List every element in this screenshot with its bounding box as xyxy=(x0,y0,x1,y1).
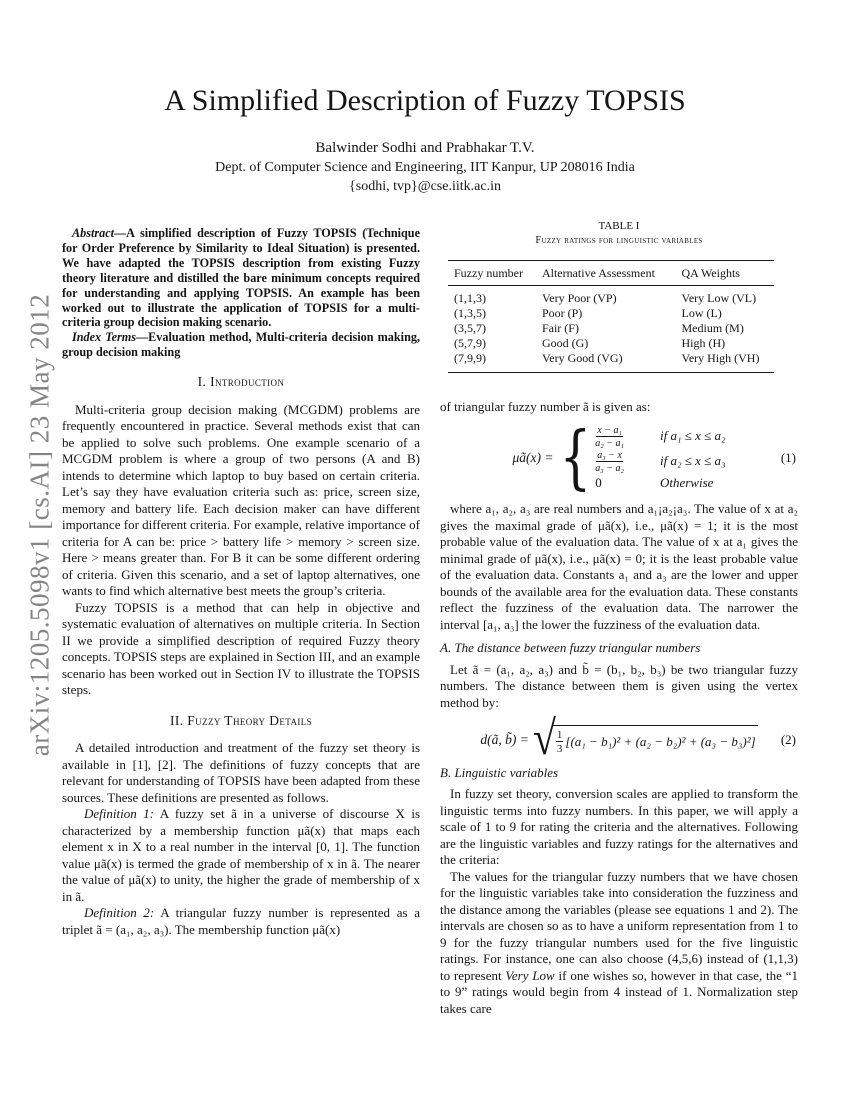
paper-authors: Balwinder Sodhi and Prabhakar T.V. xyxy=(315,140,535,156)
table-cell: (7,9,9) xyxy=(454,351,486,365)
subsection-a-heading: A. The distance between fuzzy triangular numbers xyxy=(440,640,701,655)
abstract-text: —A simplified description of Fuzzy TOPSIS (Technique for Order Preference by Similarity to Ideal Situation) is presented. We have adapted the TOPSIS description from existing Fuzzy theory literature and distilled the bare minimum concepts required for understanding and applying TOPSIS. An example has been worked out to illustrate the application of TOPSIS for a multi-criteria group decision making scenario. xyxy=(62,226,420,330)
paper-affiliation: Dept. of Computer Science and Engineering, IIT Kanpur, UP 208016 India xyxy=(215,160,635,175)
table1-caption-title: Fuzzy ratings for linguistic variables xyxy=(535,235,703,246)
table-row xyxy=(448,321,774,336)
table-cell: Poor (P) xyxy=(541,306,583,320)
table-header-qa-weights: QA Weights xyxy=(675,261,774,286)
index-terms-text: —Evaluation method, Multi-criteria decision making, group decision making xyxy=(62,330,420,360)
equation-1-lhs: μã(x) = xyxy=(512,449,554,465)
case-2-fraction xyxy=(595,450,624,474)
definition-1-paragraph xyxy=(62,806,420,905)
table-cell: (3,5,7) xyxy=(454,321,486,335)
equation-1 xyxy=(440,417,798,498)
case-2-denominator: a₃ − a₂ xyxy=(595,462,624,474)
membership-intro-line: of triangular fuzzy number ã is given as: xyxy=(440,399,651,414)
equation-2-radicand xyxy=(553,725,758,755)
table-header-alternative-assessment: Alternative Assessment xyxy=(536,261,676,286)
table-cell: Medium (M) xyxy=(681,321,744,335)
linguistic-paragraph-2-text-b: if one wishes so, however in that case, the “1 to 9” ratings would begin from 4 instead of 1. Normalization step takes care xyxy=(440,967,798,1016)
table-cell: (5,7,9) xyxy=(454,336,486,350)
square-root-sign: √ xyxy=(532,712,556,766)
paper-title: A Simplified Description of Fuzzy TOPSIS xyxy=(164,84,686,117)
section-heading-fuzzy-theory: II. Fuzzy Theory Details xyxy=(169,712,313,728)
linguistic-paragraph-2 xyxy=(440,869,798,1018)
subsection-b-heading: B. Linguistic variables xyxy=(440,764,559,780)
abstract-paragraph xyxy=(62,226,420,330)
index-terms-paragraph xyxy=(62,330,420,360)
case-1-denominator: a₂ − a₁ xyxy=(595,437,624,449)
definition-2-text: A triangular fuzzy number is represented as a triplet ã = (a₁, a₂, a₃). The membership function μã(x) xyxy=(62,905,421,937)
equation-2-expression: [(a₁ − b₁)² + (a₂ − b₂)² + (a₃ − b₃)²] xyxy=(565,733,756,749)
table-cell: Low (L) xyxy=(681,306,722,320)
case-1-condition: if a₁ ≤ x ≤ a₂ xyxy=(659,428,726,444)
paper-header xyxy=(0,84,850,195)
table-row xyxy=(448,286,774,307)
equation-2 xyxy=(440,712,798,766)
table-cell: High (H) xyxy=(681,336,726,350)
table-cell: Very Good (VG) xyxy=(541,351,623,365)
linguistic-paragraph-2-text-a: The values for the triangular fuzzy numbers that we have chosen for the linguistic variables take into consideration the fuzziness and the distance among the variables (please see equations 1 and 2). The intervals are chosen so as to have a uniform representation from 1 to 9 for the fuzzy triangular numbers used for the five linguistic ratings. For instance, one can also choose (4,5,6) instead of (1,1,3) to represent xyxy=(440,868,798,983)
table-row xyxy=(448,306,774,321)
left-column xyxy=(62,226,420,938)
abstract-lead: Abstract xyxy=(72,226,114,240)
cases-brace: { xyxy=(559,417,592,498)
fraction-denominator: 3 xyxy=(556,742,563,755)
equation-2-lhs: d(ã, b̃) = xyxy=(480,731,529,747)
equation-2-number: (2) xyxy=(780,731,796,747)
paper-email: {sodhi, tvp}@cse.iitk.ac.in xyxy=(349,179,501,194)
distance-paragraph: Let ã = (a₁, a₂, a₃) and b̃ = (b₁, b₂, b₃) be two triangular fuzzy numbers. The distance between them is given using the vertex method by: xyxy=(440,661,798,710)
table1-caption-number: TABLE I xyxy=(598,220,640,232)
section-heading-introduction: I. Introduction xyxy=(197,374,285,390)
table-cell: Very High (VH) xyxy=(681,351,760,365)
intro-paragraph-2: Fuzzy TOPSIS is a method that can help in objective and systematic evaluation of alternatives on multiple criteria. In Section II we provide a simplified description of required Fuzzy theory concepts. TOPSIS steps are explained in Section III, and an example scenario has been worked out in Section IV to illustrate the TOPSIS steps. xyxy=(62,599,420,698)
table-header-fuzzy-number: Fuzzy number xyxy=(448,261,536,286)
table-cell: Fair (F) xyxy=(541,321,579,335)
right-column xyxy=(440,220,798,1017)
table-header-row xyxy=(448,261,774,286)
case-2-condition: if a₂ ≤ x ≤ a₃ xyxy=(659,453,726,469)
index-terms-lead: Index Terms xyxy=(72,330,136,345)
definition-2-lead: Definition 2: xyxy=(84,905,155,921)
table-row xyxy=(448,351,774,373)
intro-paragraph-1: Multi-criteria group decision making (MCGDM) problems are frequently encountered in practice. Several methods exist that can be applied to solve such problems. One example scenario of a MCGDM problem is where a group of two persons (A and B) intends to determine which laptop to buy based on certain criteria. Let’s say they have evaluation criteria such as: price, screen size, memory and battery life. Each decision maker can have different importance for different criteria. For example, relative importance of criteria for A can be: price > battery life > memory > screen size. Here > means greater than. For B it can be some different ordering of criteria. Given this scenario, and a set of laptop alternatives, one wants to find which alternative best meets the group’s criteria. xyxy=(62,401,420,599)
case-3-condition: Otherwise xyxy=(659,474,714,490)
table-cell: Good (G) xyxy=(541,336,589,350)
case-3-value: 0 xyxy=(595,474,602,490)
definition-1-text: A fuzzy set ã in a universe of discourse X is characterized by a membership function μã(x) that maps each element x in X to a real number in the interval [0, 1]. The function value μã(x) is termed the grade of membership of x in ã. The nearer the value of μã(x) to unity, the higher the grade of membership of x in ã. xyxy=(62,806,421,904)
table-row xyxy=(448,336,774,351)
table-cell: Very Poor (VP) xyxy=(541,291,617,305)
where-paragraph: where a₁, a₂, a₃ are real numbers and a₁¡a₂¡a₃. The value of x at a₂ gives the maximal grade of μã(x), i.e., μã(x) = 1; it is the most probable value of the evaluation data. The value of x at a₁ gives the minimal grade of μã(x), i.e., μã(x) = 0; it is the least probable value of the evaluation data. Constants a₁ and a₃ are the lower and upper bounds of the available area for the evaluation data. These constants reflect the fuzziness of the evaluation data. The narrower the interval [a₁, a₃] the lower the fuzziness of the evaluation data. xyxy=(440,501,798,632)
fuzzy-theory-paragraph: A detailed introduction and treatment of the fuzzy set theory is available in [1], [2]. The definitions of fuzzy concepts that are relevant for understanding of TOPSIS have been adapted from these sources. These definitions are presented as follows. xyxy=(62,740,420,805)
linguistic-paragraph-1: In fuzzy set theory, conversion scales are applied to transform the linguistic terms into fuzzy numbers. In this paper, we will apply a scale of 1 to 9 for rating the criteria and the alternatives. Following are the linguistic variables and fuzzy ratings for the alternatives and the criteria: xyxy=(440,786,798,868)
very-low-emphasis: Very Low xyxy=(505,967,555,983)
definition-2-paragraph xyxy=(62,905,420,938)
definition-1-lead: Definition 1: xyxy=(84,806,155,822)
fuzzy-ratings-table xyxy=(448,260,774,373)
one-third-fraction xyxy=(556,729,564,755)
fraction-numerator: 1 xyxy=(556,728,563,741)
arxiv-stamp: arXiv:1205.5098v1 [cs.AI] 23 May 2012 xyxy=(24,293,55,757)
case-1-numerator: x − a₁ xyxy=(597,424,622,436)
case-2-numerator: a₃ − x xyxy=(597,449,622,461)
table-cell: (1,1,3) xyxy=(454,291,486,305)
table-cell: (1,3,5) xyxy=(454,306,486,320)
case-1-fraction xyxy=(595,425,624,449)
table-cell: Very Low (VL) xyxy=(681,291,757,305)
equation-1-cases xyxy=(595,425,725,492)
equation-1-number: (1) xyxy=(780,449,796,465)
